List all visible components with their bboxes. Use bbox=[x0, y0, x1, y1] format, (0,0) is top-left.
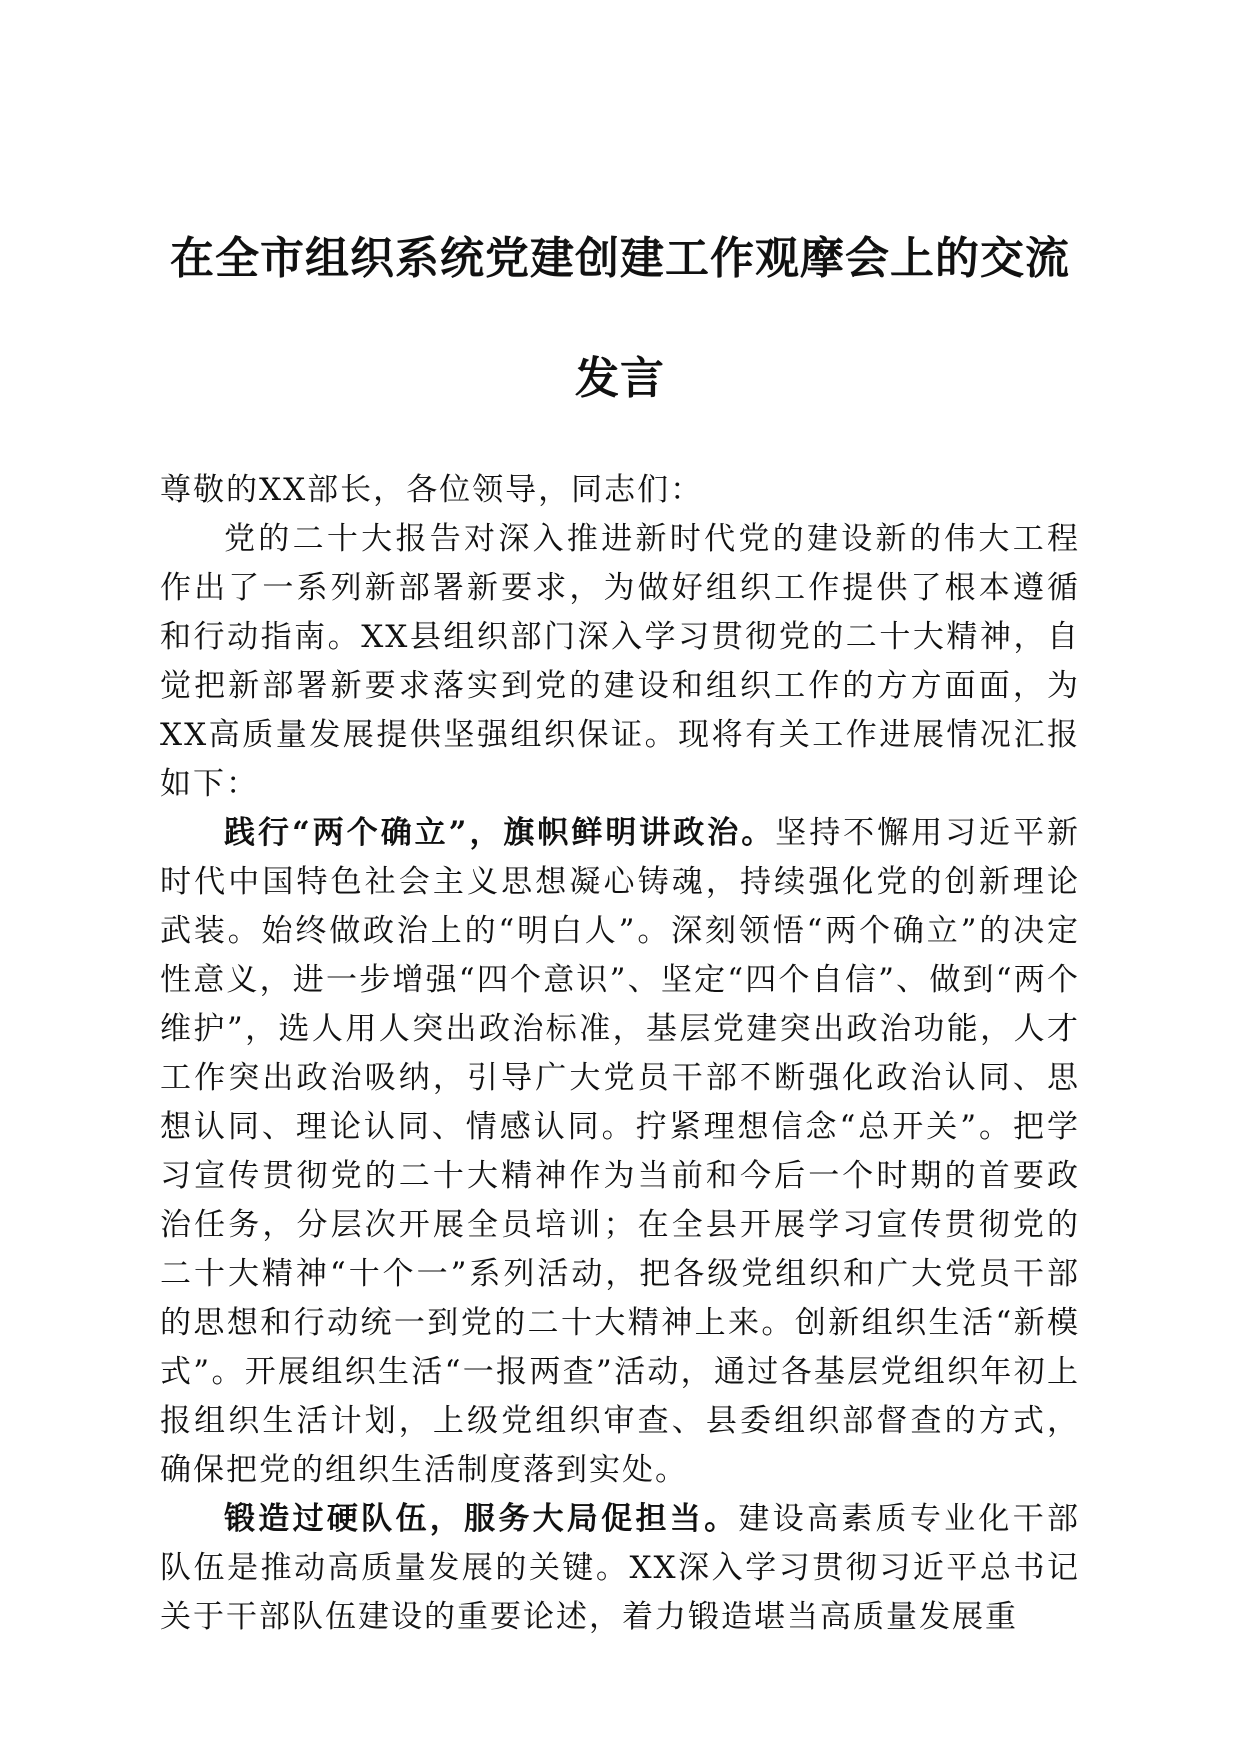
paragraph-lead: 锻造过硬队伍，服务大局促担当。 bbox=[224, 1501, 739, 1537]
paragraph-text: 建设高素质专业化干部队伍是推动高质量发展的关键。XX深入学习贯彻习近平总书记关于干部队伍建设的重要论述，着力锻造堪当高质量发展重 bbox=[160, 1501, 1080, 1635]
paragraph-lead: 践行“两个确立”，旗帜鲜明讲政治。 bbox=[224, 815, 776, 851]
document-body bbox=[160, 466, 1080, 1642]
document-title-line-2: 发言 bbox=[575, 353, 665, 404]
paragraph-team bbox=[160, 1495, 1080, 1642]
salutation: 尊敬的XX部长，各位领导，同志们： bbox=[160, 472, 704, 508]
document-title-line-1: 在全市组织系统党建创建工作观摩会上的交流 bbox=[170, 233, 1070, 284]
paragraph-text: 党的二十大报告对深入推进新时代党的建设新的伟大工程作出了一系列新部署新要求，为做好组织工作提供了根本遵循和行动指南。XX县组织部门深入学习贯彻党的二十大精神，自觉把新部署新要求落实到党的建设和组织工作的方方面面，为XX高质量发展提供坚强组织保证。现将有关工作进展情况汇报如下： bbox=[160, 521, 1080, 802]
paragraph-political bbox=[160, 809, 1080, 1495]
paragraph-intro bbox=[160, 515, 1080, 809]
paragraph-text: 坚持不懈用习近平新时代中国特色社会主义思想凝心铸魂，持续强化党的创新理论武装。始终做政治上的“明白人”。深刻领悟“两个确立”的决定性意义，进一步增强“四个意识”、坚定“四个自信”、做到“两个维护”，选人用人突出政治标准，基层党建突出政治功能，人才工作突出政治吸纳，引导广大党员干部不断强化政治认同、思想认同、理论认同、情感认同。拧紧理想信念“总开关”。把学习宣传贯彻党的二十大精神作为当前和今后一个时期的首要政治任务，分层次开展全员培训；在全县开展学习宣传贯彻党的二十大精神“十个一”系列活动，把各级党组织和广大党员干部的思想和行动统一到党的二十大精神上来。创新组织生活“新模式”。开展组织生活“一报两查”活动，通过各基层党组织年初上报组织生活计划，上级党组织审查、县委组织部督查的方式，确保把党的组织生活制度落到实处。 bbox=[160, 815, 1081, 1488]
